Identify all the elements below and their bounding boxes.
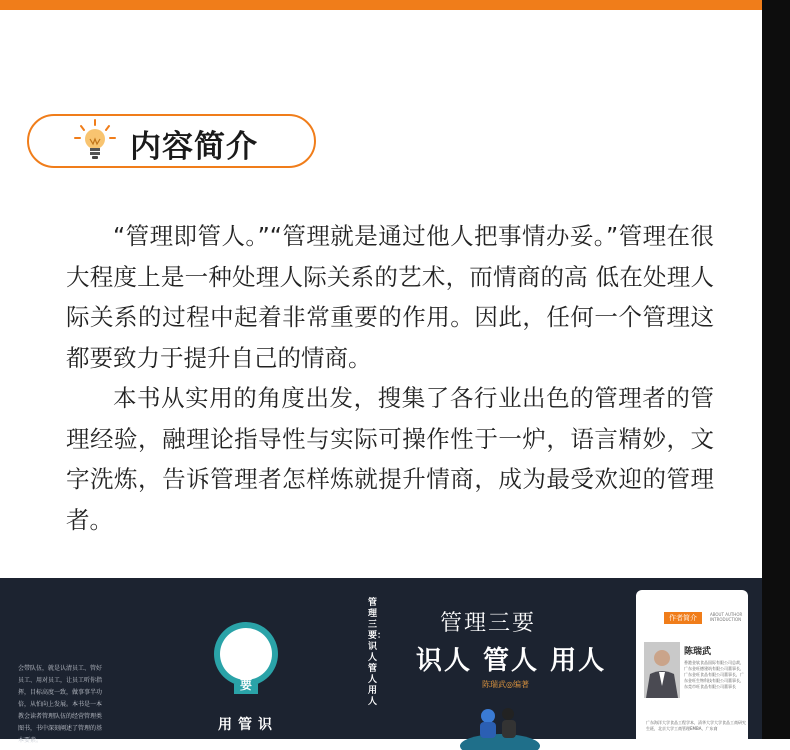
author-card-tab-en: ABOUT AUTHOR INTRODUCTION bbox=[710, 612, 743, 622]
intro-paragraph: “管理即管人。”“管理就是通过他人把事情办妥。”管理在很大程度上是一种处理人际关系的艺术，而情商的高 低在处理人际关系的过程中起着非常重要的作用。因此，任何一个管理这都要致力于提升自己的情商。 bbox=[66, 222, 714, 372]
author-bio: 香港金软食品国际有限公司总裁，广东金旺德建筑有限公司董事长，广东金旺食品有限公司董事长，广东金旺生物科技有限公司董事长，东莞市旺食品有限公司董事长 bbox=[684, 660, 744, 689]
back-cover-blurb: 会带队伍，就是认清员工、管好员工、用对员工，让员工听你指挥，目标高度一致，做事事半功倍，从怕向上发展。本书是一本教会读者管理队伍的经营管理类图书，书中深刻阐述了管理的基本要素。 bbox=[18, 665, 103, 744]
cover-figures-illustration bbox=[460, 700, 540, 750]
front-cover-subtitle: 识人 管人 用人 bbox=[416, 646, 607, 676]
section-title: 内容简介 bbox=[130, 129, 258, 165]
author-photo bbox=[644, 642, 680, 698]
author-name: 陈瑞武 bbox=[684, 647, 712, 657]
spine-bottom-text: 用管识 bbox=[218, 717, 278, 733]
book-cover-spread bbox=[0, 578, 762, 744]
intro-paragraph: 本书从实用的角度出发，搜集了各行业出色的管理者的管理经验，融理论指导性与实际可操作性于一炉，语言精妙，文字洗炼，告诉管理者怎样炼就提升情商，成为最受欢迎的管理者。 bbox=[66, 384, 714, 534]
author-education: 广东海洋大学食品工程学本，清华大学大学食品工商研究生班，北京大学工商管理EMBA，广东商 bbox=[646, 720, 746, 731]
front-cover-title: 管理三要 bbox=[440, 611, 537, 636]
spine-vertical-title: 管理三要：识人 管人 用人 bbox=[368, 598, 387, 707]
intro-text bbox=[66, 216, 714, 540]
lightbulb-icon bbox=[72, 118, 118, 164]
front-cover-author: 陈瑞武◎编著 bbox=[482, 680, 529, 689]
author-card-tab: 作者简介 bbox=[664, 612, 702, 624]
top-accent-bar bbox=[0, 0, 762, 10]
right-dark-bar bbox=[762, 0, 790, 739]
spine-bulb-label: 管理三要 bbox=[239, 636, 252, 692]
author-card bbox=[636, 590, 748, 745]
